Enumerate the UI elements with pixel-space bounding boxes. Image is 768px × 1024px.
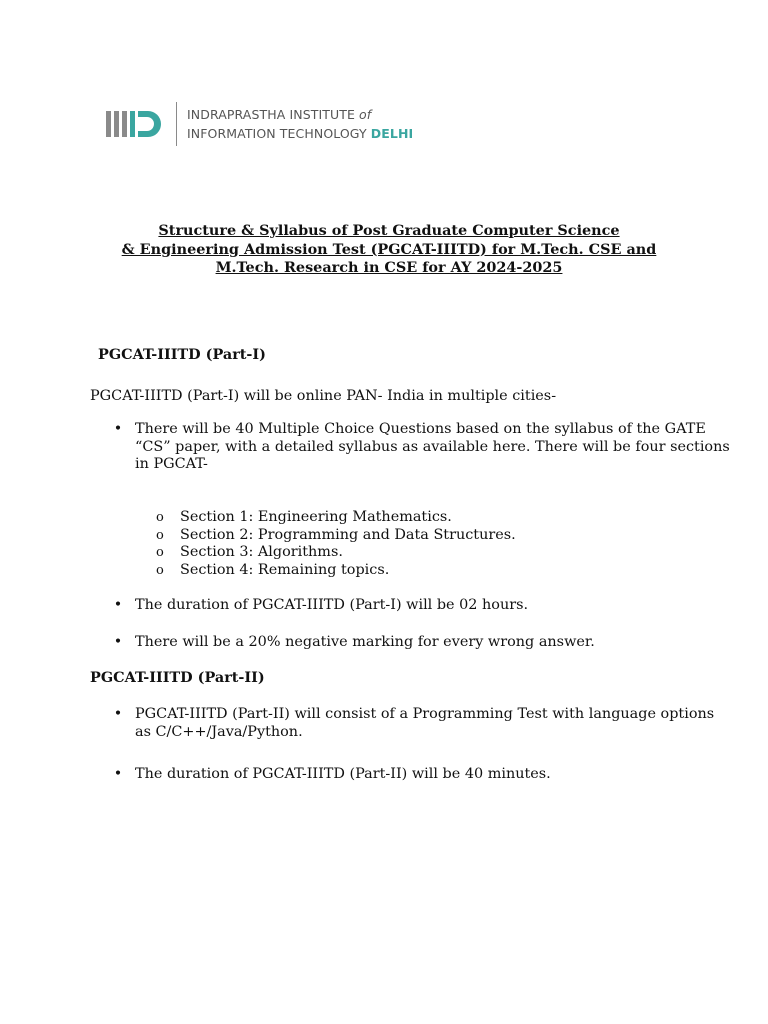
title-line-1: Structure & Syllabus of Post Graduate Computer Science [158,222,620,239]
sub-bullet-icon: o [156,545,164,560]
sub-bullet-icon: o [156,527,164,543]
sub-bullet-icon: o [156,510,164,525]
section-text: Section 4: Remaining topics. [180,561,390,578]
logo-line2: INFORMATION TECHNOLOGY [187,126,367,141]
bullet-icon: • [113,766,123,782]
logo-text [187,105,413,143]
bullet-line: “CS” paper, with a detailed syllabus as available here. There will be four sections [135,438,730,455]
logo-line1-of: of [359,107,372,122]
bullet-line: The duration of PGCAT-IIITD (Part-I) will be 02 hours. [135,597,529,613]
part1-bullet-duration [113,597,673,615]
title-line-3: M.Tech. Research in CSE for AY 2024-2025 [215,259,563,276]
bullet-line: There will be 40 Multiple Choice Questions based on the syllabus of the GATE [135,421,706,437]
bullet-line: PGCAT-IIITD (Part-II) will consist of a Programming Test with language options [135,706,715,722]
part2-bullet-programming [113,706,715,742]
institute-logo [106,100,413,148]
iiitd-logo-mark-icon [106,109,162,139]
bullet-line: as C/C++/Java/Python. [135,723,303,740]
part1-heading: PGCAT-IIITD (Part-I) [98,346,266,363]
logo-line2-accent: DELHI [370,126,414,141]
sub-bullet-icon: o [156,562,164,578]
document-title [110,222,668,278]
part1-intro: PGCAT-IIITD (Part-I) will be online PAN- India in multiple cities- [90,388,557,404]
bullet-icon: • [113,421,123,437]
bullet-icon: • [113,634,123,650]
part2-heading: PGCAT-IIITD (Part-II) [90,669,265,686]
bullet-icon: • [113,706,123,722]
logo-line1: INDRAPRASTHA INSTITUTE [187,107,355,122]
section-text: Section 3: Algorithms. [180,544,343,560]
logo-divider [176,102,177,146]
bullet-line: The duration of PGCAT-IIITD (Part-II) will be 40 minutes. [135,766,551,782]
title-line-2: & Engineering Admission Test (PGCAT-IIITD) for M.Tech. CSE and [121,240,657,258]
part1-bullet-questions [113,421,730,475]
bullet-line: in PGCAT- [135,456,208,472]
section-text: Section 2: Programming and Data Structures. [180,526,516,543]
bullet-line: There will be a 20% negative marking for every wrong answer. [135,634,595,650]
section-text: Section 1: Engineering Mathematics. [180,509,452,525]
part2-bullet-duration [113,766,673,784]
part1-bullet-negative-marking [113,634,673,652]
bullet-icon: • [113,597,123,613]
